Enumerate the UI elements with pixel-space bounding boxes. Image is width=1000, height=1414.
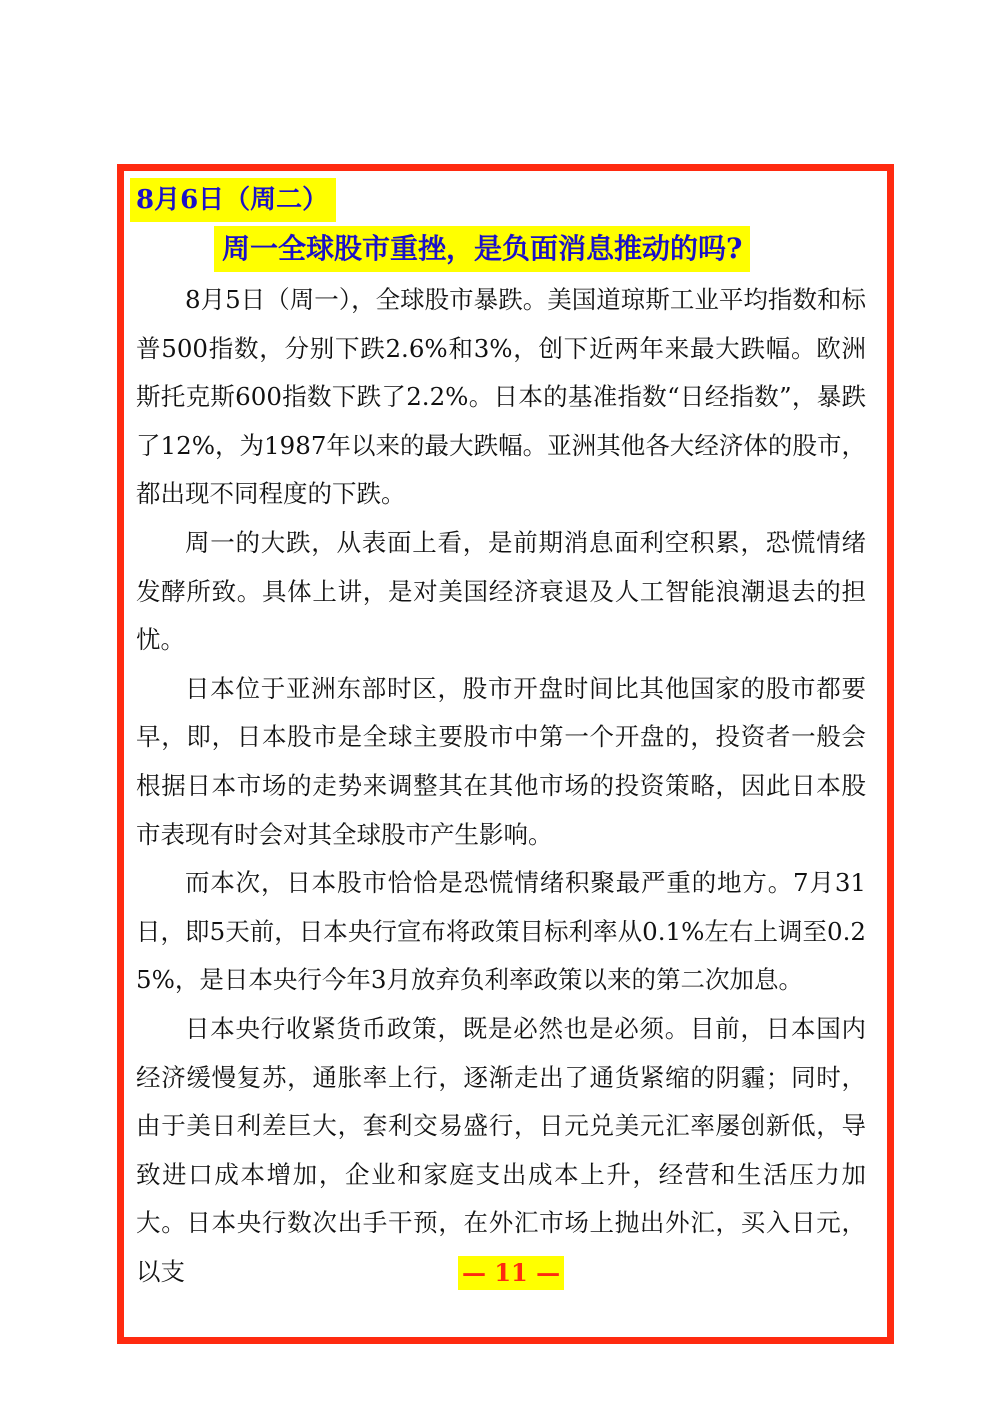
page-number: — 11 —	[458, 1256, 564, 1290]
article-headline: 周一全球股市重挫，是负面消息推动的吗?	[214, 226, 750, 272]
paragraph: 而本次，日本股市恰恰是恐慌情绪积聚最严重的地方。7月31日，即5天前，日本央行宣布将政策目标利率从0.1%左右上调至0.25%，是日本央行今年3月放弃负利率政策以来的第二次加息。	[136, 868, 866, 995]
paragraph: 8月5日（周一），全球股市暴跌。美国道琼斯工业平均指数和标普500指数，分别下跌2.6%和3%，创下近两年来最大跌幅。欧洲斯托克斯600指数下跌了2.2%。日本的基准指数“日经指数”，暴跌了12%，为1987年以来的最大跌幅。亚洲其他各大经济体的股市，都出现不同程度的下跌。	[136, 285, 866, 509]
date-label: 8月6日（周二）	[130, 178, 336, 222]
paragraph: 日本位于亚洲东部时区，股市开盘时间比其他国家的股市都要早，即，日本股市是全球主要股市中第一个开盘的，投资者一般会根据日本市场的走势来调整其在其他市场的投资策略，因此日本股市表现有时会对其全球股市产生影响。	[136, 673, 866, 849]
article-body	[136, 276, 866, 1296]
paragraph: 周一的大跌，从表面上看，是前期消息面利空积累，恐慌情绪发酵所致。具体上讲，是对美国经济衰退及人工智能浪潮退去的担忧。	[136, 527, 866, 655]
paragraph: 日本央行收紧货币政策，既是必然也是必须。目前，日本国内经济缓慢复苏，通胀率上行，逐渐走出了通货紧缩的阴霾；同时，由于美日利差巨大，套利交易盛行，日元兑美元汇率屡创新低，导致进口成本增加，企业和家庭支出成本上升，经营和生活压力加大。日本央行数次出手干预，在外汇市场上抛出外汇，买入日元，以支	[136, 1013, 866, 1286]
